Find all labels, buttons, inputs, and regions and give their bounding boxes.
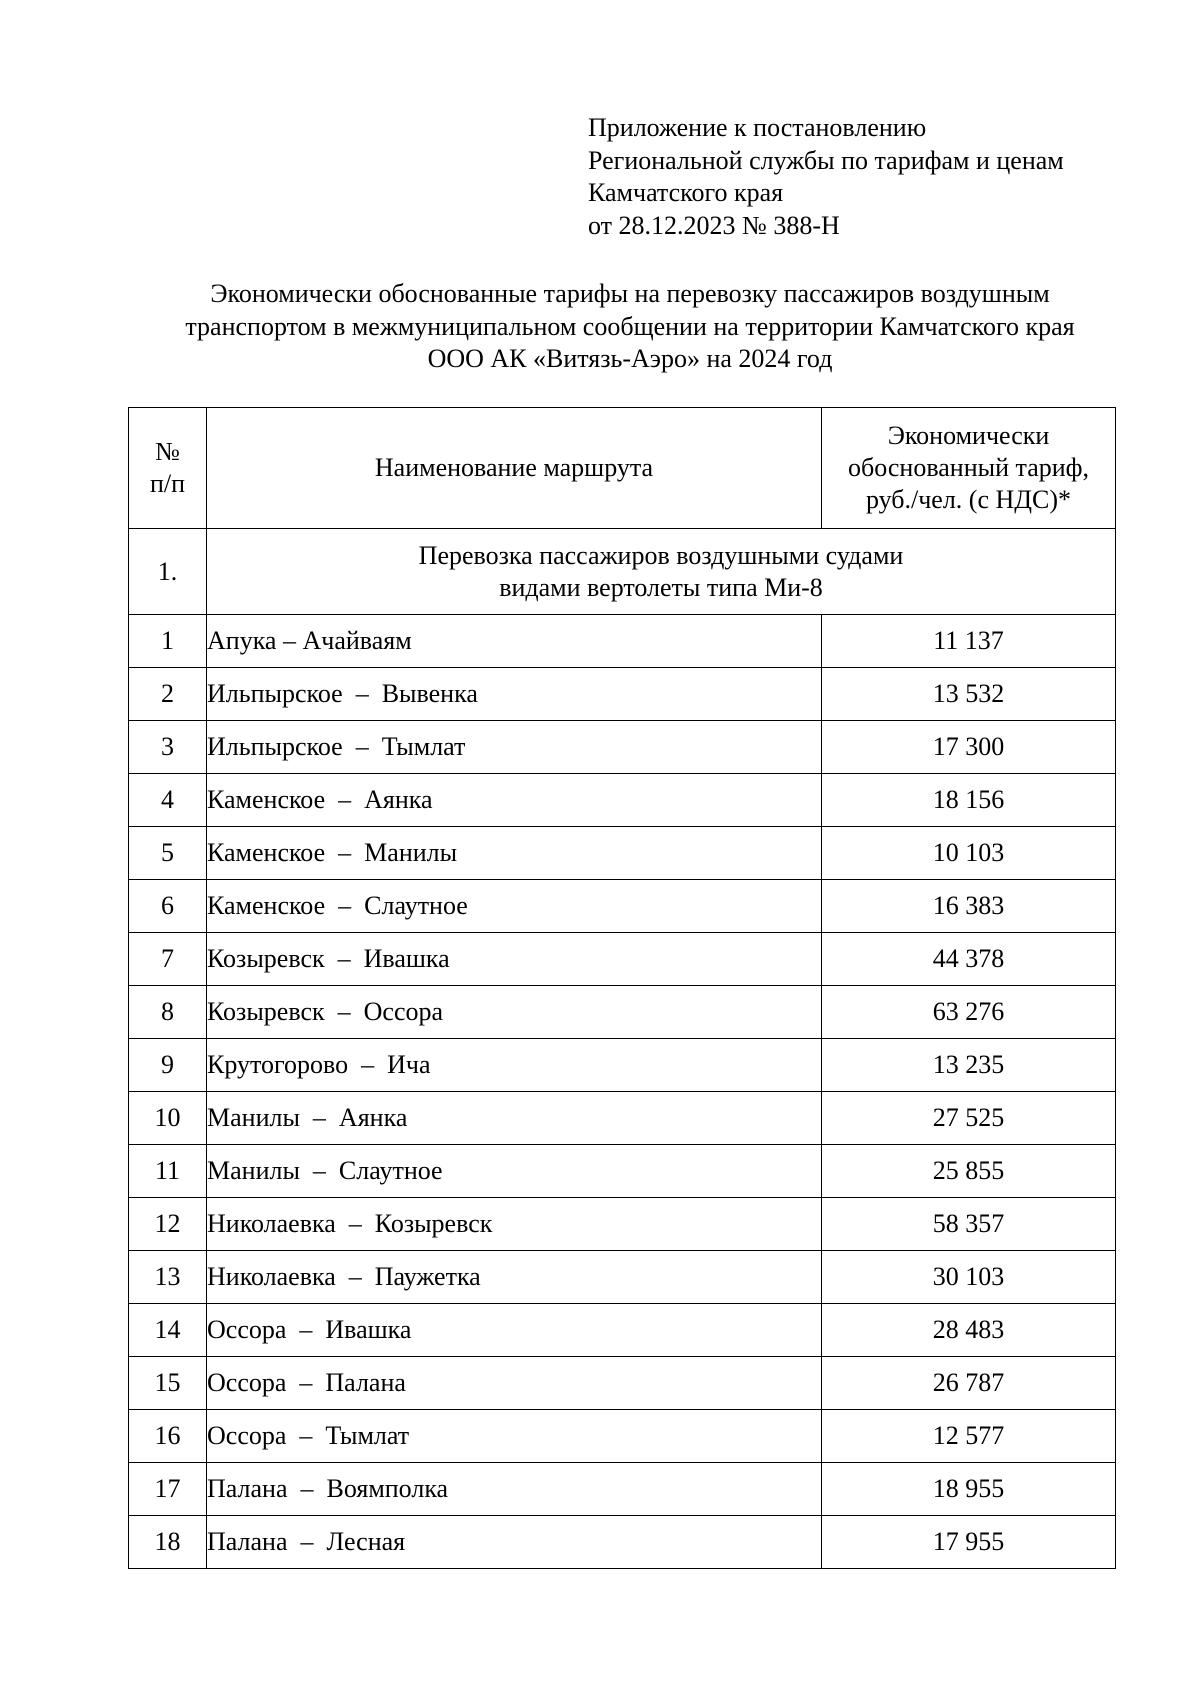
tariff-value: 11 137 bbox=[822, 615, 1116, 668]
table-row bbox=[129, 986, 1116, 1039]
appendix-line: Камчатского края bbox=[588, 178, 784, 207]
tariff-value: 26 787 bbox=[822, 1357, 1116, 1410]
tariff-value: 63 276 bbox=[822, 986, 1116, 1039]
route-name: Палана – Лесная bbox=[207, 1516, 822, 1569]
table-row bbox=[129, 1516, 1116, 1569]
tariff-table bbox=[128, 407, 1116, 1569]
route-name: Оссора – Тымлат bbox=[207, 1410, 822, 1463]
route-name: Оссора – Палана bbox=[207, 1357, 822, 1410]
tariff-value: 30 103 bbox=[822, 1251, 1116, 1304]
row-number: 5 bbox=[129, 827, 207, 880]
section-title bbox=[207, 529, 1116, 615]
route-name: Козыревск – Ивашка bbox=[207, 933, 822, 986]
route-name: Палана – Воямполка bbox=[207, 1463, 822, 1516]
tariff-value: 28 483 bbox=[822, 1304, 1116, 1357]
appendix-line: Региональной службы по тарифам и ценам bbox=[588, 145, 1064, 175]
header-tariff-line: руб./чел. (с НДС)* bbox=[865, 485, 1072, 514]
row-number: 13 bbox=[129, 1251, 207, 1304]
tariff-value: 18 156 bbox=[822, 774, 1116, 827]
row-number: 8 bbox=[129, 986, 207, 1039]
table-row bbox=[129, 1251, 1116, 1304]
row-number: 10 bbox=[129, 1092, 207, 1145]
table-body bbox=[129, 529, 1116, 1569]
row-number: 4 bbox=[129, 774, 207, 827]
route-name: Крутогорово – Ича bbox=[207, 1039, 822, 1092]
title-line: ООО АК «Витязь-Аэро» на 2024 год bbox=[427, 344, 833, 373]
section-number: 1. bbox=[129, 529, 207, 615]
route-name: Николаевка – Паужетка bbox=[207, 1251, 822, 1304]
title-line: Экономически обоснованные тарифы на перевозку пассажиров воздушным bbox=[210, 279, 1050, 308]
tariff-value: 13 532 bbox=[822, 668, 1116, 721]
tariff-value: 18 955 bbox=[822, 1463, 1116, 1516]
header-route: Наименование маршрута bbox=[207, 408, 822, 529]
title-line: транспортом в межмуниципальном сообщении на территории Камчатского края bbox=[185, 311, 1075, 341]
section-title-line: видами вертолеты типа Ми-8 bbox=[499, 572, 823, 602]
header-tariff bbox=[822, 408, 1116, 529]
row-number: 3 bbox=[129, 721, 207, 774]
row-number: 14 bbox=[129, 1304, 207, 1357]
table-row bbox=[129, 1092, 1116, 1145]
document-title bbox=[100, 278, 1160, 376]
tariff-value: 25 855 bbox=[822, 1145, 1116, 1198]
tariff-value: 17 955 bbox=[822, 1516, 1116, 1569]
table-row bbox=[129, 615, 1116, 668]
tariff-value: 27 525 bbox=[822, 1092, 1116, 1145]
row-number: 6 bbox=[129, 880, 207, 933]
header-number-line: п/п bbox=[149, 469, 186, 498]
route-name: Каменское – Аянка bbox=[207, 774, 822, 827]
tariff-value: 13 235 bbox=[822, 1039, 1116, 1092]
tariff-value: 44 378 bbox=[822, 933, 1116, 986]
row-number: 16 bbox=[129, 1410, 207, 1463]
row-number: 18 bbox=[129, 1516, 207, 1569]
route-name: Апука – Ачайваям bbox=[207, 615, 822, 668]
appendix-line: от 28.12.2023 № 388-Н bbox=[588, 210, 840, 240]
table-header-row bbox=[129, 408, 1116, 529]
route-name: Манилы – Слаутное bbox=[207, 1145, 822, 1198]
section-title-line: Перевозка пассажиров воздушными судами bbox=[418, 540, 904, 570]
table-row bbox=[129, 1410, 1116, 1463]
table-row bbox=[129, 827, 1116, 880]
row-number: 17 bbox=[129, 1463, 207, 1516]
table-row bbox=[129, 1039, 1116, 1092]
header-tariff-line: обоснованный тариф, bbox=[848, 453, 1089, 482]
tariff-value: 58 357 bbox=[822, 1198, 1116, 1251]
table-row bbox=[129, 1357, 1116, 1410]
route-name: Ильпырское – Вывенка bbox=[207, 668, 822, 721]
table-row bbox=[129, 668, 1116, 721]
section-row bbox=[129, 529, 1116, 615]
header-tariff-line: Экономически bbox=[887, 421, 1050, 450]
header-number-line: № bbox=[155, 437, 180, 466]
tariff-value: 16 383 bbox=[822, 880, 1116, 933]
appendix-line: Приложение к постановлению bbox=[588, 113, 927, 142]
row-number: 15 bbox=[129, 1357, 207, 1410]
table-row bbox=[129, 880, 1116, 933]
route-name: Каменское – Слаутное bbox=[207, 880, 822, 933]
row-number: 12 bbox=[129, 1198, 207, 1251]
table-row bbox=[129, 1145, 1116, 1198]
row-number: 9 bbox=[129, 1039, 207, 1092]
appendix-block bbox=[588, 112, 1064, 242]
table-row bbox=[129, 933, 1116, 986]
route-name: Манилы – Аянка bbox=[207, 1092, 822, 1145]
tariff-value: 10 103 bbox=[822, 827, 1116, 880]
table-row bbox=[129, 1463, 1116, 1516]
table-row bbox=[129, 1304, 1116, 1357]
tariff-value: 17 300 bbox=[822, 721, 1116, 774]
route-name: Ильпырское – Тымлат bbox=[207, 721, 822, 774]
row-number: 11 bbox=[129, 1145, 207, 1198]
route-name: Козыревск – Оссора bbox=[207, 986, 822, 1039]
row-number: 1 bbox=[129, 615, 207, 668]
table-row bbox=[129, 1198, 1116, 1251]
row-number: 7 bbox=[129, 933, 207, 986]
route-name: Каменское – Манилы bbox=[207, 827, 822, 880]
route-name: Николаевка – Козыревск bbox=[207, 1198, 822, 1251]
route-name: Оссора – Ивашка bbox=[207, 1304, 822, 1357]
table-row bbox=[129, 774, 1116, 827]
table-row bbox=[129, 721, 1116, 774]
tariff-value: 12 577 bbox=[822, 1410, 1116, 1463]
row-number: 2 bbox=[129, 668, 207, 721]
header-number bbox=[129, 408, 207, 529]
